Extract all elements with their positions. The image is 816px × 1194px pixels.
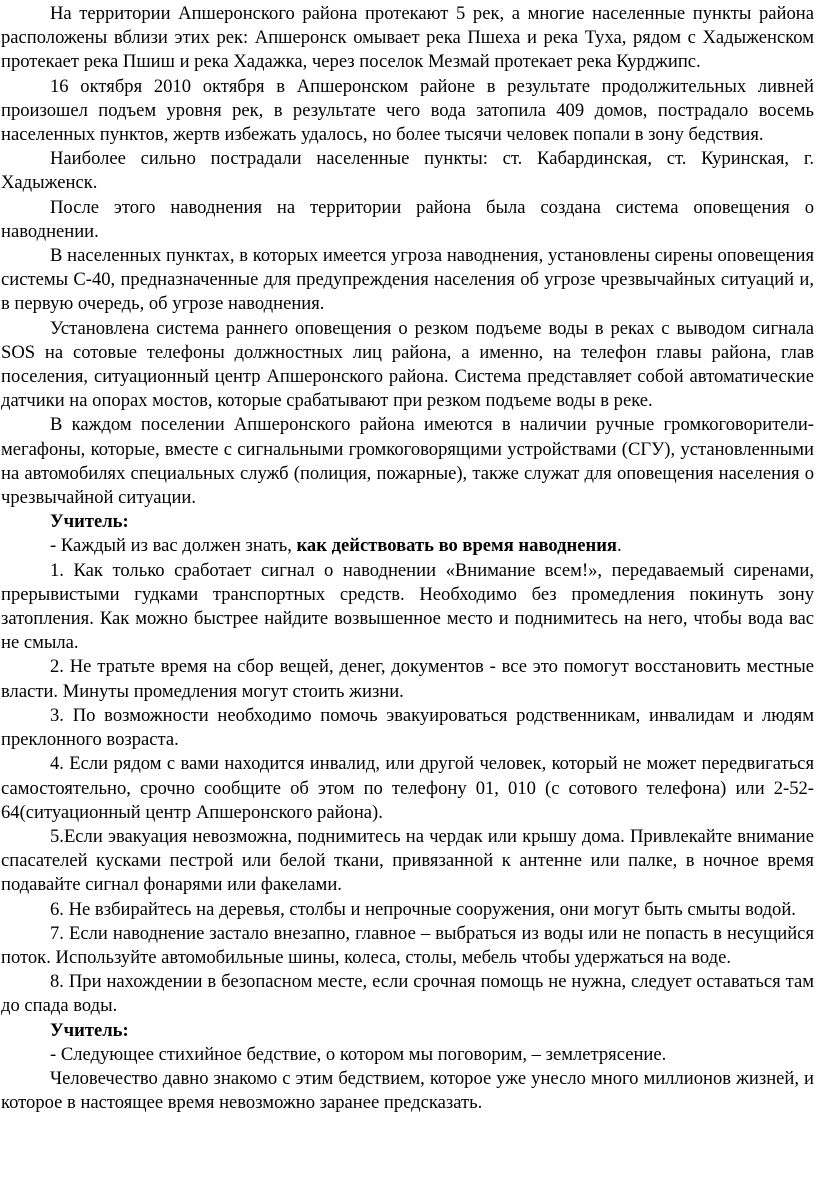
step-1: 1. Как только сработает сигнал о наводнении «Внимание всем!», передаваемый сиренами, прерывистыми гудками транспортных средств. Необходимо без промедления покинуть зону затопления. Как можно быстрее найдите возвышенное место и поднимитесь на него, чтобы вода вас не смыла. [1,559,814,654]
teacher-intro-plain: - Каждый из вас должен знать, [50,535,297,557]
step-2: 2. Не тратьте время на сбор вещей, денег, документов - все это помогут восстановить местные власти. Минуты промедления могут стоить жизни. [1,656,814,702]
paragraph-earthquake-intro: Человечество давно знакомо с этим бедствием, которое уже унесло много миллионов жизней, и которое в настоящее время невозможно заранее предсказать. [1,1067,814,1114]
teacher-label-1: Учитель: [50,511,129,533]
teacher-label-2: Учитель: [50,1019,129,1041]
teacher-intro-bold: как действовать во время наводнения [296,535,617,557]
step-7: 7. Если наводнение застало внезапно, главное – выбраться из воды или не попасть в несущийся поток. Используйте автомобильные шины, колеса, столы, мебель чтобы удержаться на воде. [1,922,814,968]
step-8: 8. При нахождении в безопасном месте, если срочная помощь не нужна, следует оставаться там до спада воды. [1,971,814,1017]
teacher-earthquake-line: - Следующее стихийное бедствие, о котором мы поговорим, – землетрясение. [50,1043,667,1065]
step-6: 6. Не взбирайтесь на деревья, столбы и непрочные сооружения, они могут быть смыты водой. [50,898,796,920]
paragraph-affected-settlements: Наиболее сильно пострадали населенные пункты: ст. Кабардинская, ст. Куринская, г. Хадыженск. [1,148,814,194]
step-3: 3. По возможности необходимо помочь эвакуироваться родственникам, инвалидам и людям преклонного возраста. [1,704,814,751]
paragraph-rivers: На территории Апшеронского района протекают 5 рек, а многие населенные пункты района расположены вблизи этих рек: Апшеронск омывает река Пшеха и река Туха, рядом с Хадыженском протекает река Пшиш и река Хадажка, через поселок Мезмай протекает река Курджипс. [1,3,814,73]
teacher-intro-line [1,534,814,558]
step-5: 5.Если эвакуация невозможна, поднимитесь на чердак или крышу дома. Привлекайте внимание спасателей кусками пестрой или белой ткани, привязанной к антенне или палке, в ночное время подавайте сигнал фонарями или факелами. [1,825,814,896]
paragraph-warning-system: После этого наводнения на территории района была создана система оповещения о наводнении. [1,196,814,242]
paragraph-early-warning: Установлена система раннего оповещения о резком подъеме воды в реках с выводом сигнала SOS на сотовые телефоны должностных лиц района, а именно, на телефон главы района, глав поселения, ситуационный центр Апшеронского района. Система представляет собой автоматические датчики на опорах мостов, которые срабатывают при резком подъеме воды в реке. [1,317,814,412]
step-4: 4. Если рядом с вами находится инвалид, или другой человек, который не может передвигаться самостоятельно, срочно сообщите об этом по телефону 01, 010 (с сотового телефона) или 2-52-64(ситуационный центр Апшеронского района). [1,753,814,823]
paragraph-megaphones: В каждом поселении Апшеронского района имеются в наличии ручные громкоговорители-мегафоны, которые, вместе с сигнальными громкоговорящими устройствами (СГУ), установленными на автомобилях специальных служб (полиция, пожарные), также служат для оповещения населения о чрезвычайной ситуации. [1,414,814,509]
paragraph-sirens: В населенных пунктах, в которых имеется угроза наводнения, установлены сирены оповещения системы С-40, предназначенные для предупреждения населения об угрозе чрезвычайных ситуаций и, в первую очередь, об угрозе наводнения. [1,245,814,315]
paragraph-flood-2010: 16 октября 2010 октября в Апшеронском районе в результате продолжительных ливней произошел подъем уровня рек, в результате чего вода затопила 409 домов, пострадало восемь населенных пунктов, жертв избежать удалось, но более тысячи человек попали в зону бедствия. [1,75,814,146]
teacher-intro-end: . [616,535,622,557]
